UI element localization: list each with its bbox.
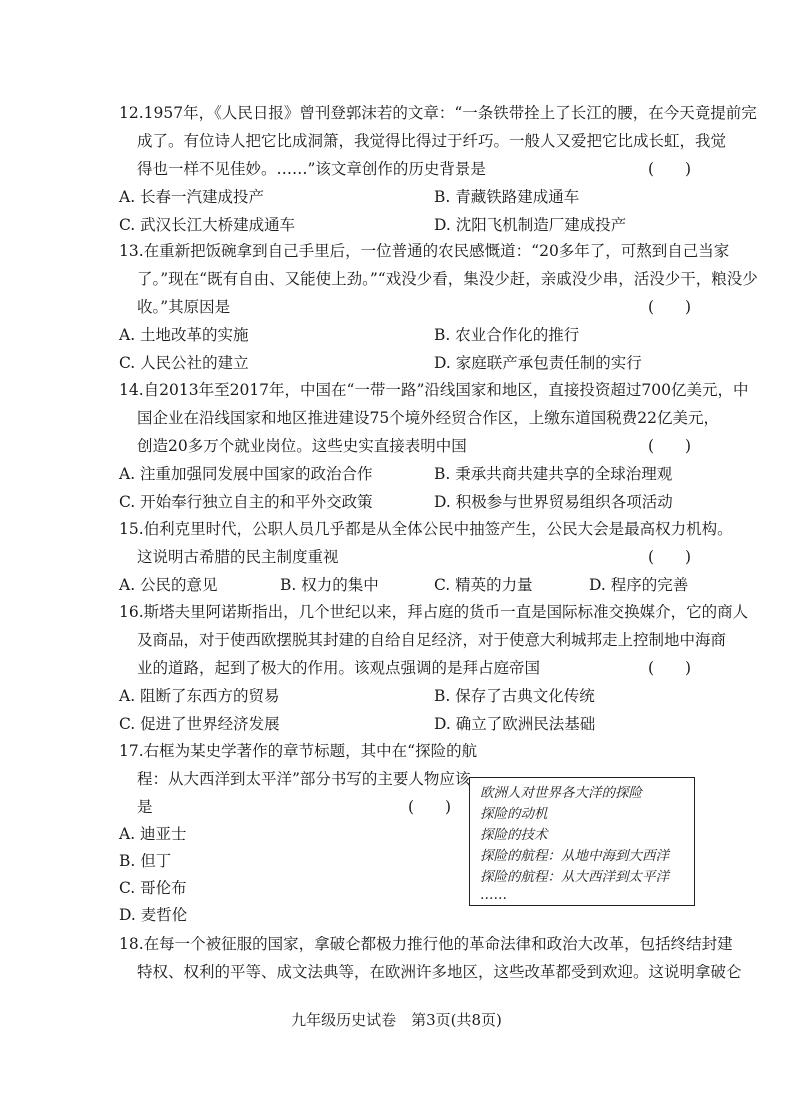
box-line-3: 探险的技术 [480, 827, 548, 843]
q14-option-a: A. 注重加强同发展中国家的政治合作 [119, 465, 373, 483]
q15-option-c: C. 精英的力量 [434, 576, 533, 594]
box-line-2: 探险的动机 [480, 806, 548, 822]
q15-option-a: A. 公民的意见 [119, 576, 218, 594]
q12-line-1: 12.1957年，《人民日报》曾刊登郭沫若的文章：“一条铁带拴上了长江的腰，在今天竟提前完 [119, 104, 757, 122]
q13-option-b: B. 农业合作化的推行 [434, 326, 580, 344]
q17-option-a: A. 迪亚士 [119, 825, 187, 843]
q12-option-c: C. 武汉长江大桥建成通车 [119, 216, 296, 234]
q17-line-2: 程：从大西洋到太平洋”部分书写的主要人物应该 [137, 770, 471, 788]
q15-line-2: 这说明古希腊的民主制度重视 [137, 548, 339, 566]
q12-line-3: 得也一样不见佳妙。……”该文章创作的历史背景是 [137, 160, 486, 178]
box-line-1: 欧洲人对世界各大洋的探险 [480, 785, 642, 801]
box-line-6: …… [480, 887, 507, 903]
q16-option-d: D. 确立了欧洲民法基础 [434, 715, 596, 733]
q15-line-1: 15.伯利克里时代，公职人员几乎都是从全体公民中抽签产生，公民大会是最高权力机构。 [119, 520, 733, 538]
q18-line-1: 18.在每一个被征服的国家，拿破仑都极力推行他的革命法律和政治大改革，包括终结封建 [119, 935, 733, 953]
q13-answer-bracket: ( ) [648, 298, 692, 316]
q16-line-2: 及商品，对于使西欧摆脱其封建的自给自足经济，对于使意大利城邦走上控制地中海商 [137, 631, 727, 649]
q13-option-c: C. 人民公社的建立 [119, 354, 249, 372]
q12-line-2: 成了。有位诗人把它比成洞箫，我觉得比得过于纤巧。一般人又爱把它比成长虹，我觉 [137, 132, 727, 150]
q15-option-b: B. 权力的集中 [280, 576, 379, 594]
q18-line-2: 特权、权利的平等、成文法典等，在欧洲许多地区，这些改革都受到欢迎。这说明拿破仑 [137, 963, 742, 981]
box-line-4: 探险的航程：从地中海到大西洋 [480, 848, 669, 864]
q13-line-1: 13.在重新把饭碗拿到自己手里后，一位普通的农民感慨道：“20多年了，可熬到自己当家 [119, 242, 730, 260]
q14-answer-bracket: ( ) [648, 437, 692, 455]
q14-line-2: 国企业在沿线国家和地区推进建设75个境外经贸合作区，上缴东道国税费22亿美元， [137, 409, 719, 427]
q14-option-c: C. 开始奉行独立自主的和平外交政策 [119, 493, 373, 511]
q12-option-a: A. 长春一汽建成投产 [119, 188, 265, 206]
q15-option-d: D. 程序的完善 [589, 576, 689, 594]
q12-option-b: B. 青藏铁路建成通车 [434, 188, 580, 206]
page-footer: 九年级历史试卷 第3页(共8页) [291, 1011, 502, 1029]
q14-line-3: 创造20多万个就业岗位。这些史实直接表明中国 [137, 437, 467, 455]
q17-option-d: D. 麦哲伦 [119, 906, 188, 924]
q17-answer-bracket: ( ) [408, 798, 452, 816]
q13-line-3: 收。”其原因是 [137, 298, 231, 316]
q16-option-c: C. 促进了世界经济发展 [119, 715, 280, 733]
chapter-title-box [469, 777, 695, 906]
q17-option-b: B. 但丁 [119, 852, 172, 870]
q13-line-2: 了。”现在“既有自由、又能使上劲。”“戏没少看，集没少赶，亲戚没少串，活没少干，粮没少 [137, 270, 758, 288]
q16-line-3: 业的道路，起到了极大的作用。该观点强调的是拜占庭帝国 [137, 659, 541, 677]
box-line-5: 探险的航程：从大西洋到太平洋 [480, 869, 669, 885]
q16-answer-bracket: ( ) [648, 659, 692, 677]
q16-option-b: B. 保存了古典文化传统 [434, 687, 595, 705]
q15-answer-bracket: ( ) [648, 548, 692, 566]
q13-option-d: D. 家庭联产承包责任制的实行 [434, 354, 642, 372]
q16-line-1: 16.斯塔夫里阿诺斯指出，几个世纪以来，拜占庭的货币一直是国际标准交换媒介，它的商人 [119, 603, 749, 621]
q17-option-c: C. 哥伦布 [119, 879, 187, 897]
q12-answer-bracket: ( ) [648, 160, 692, 178]
q14-option-b: B. 秉承共商共建共享的全球治理观 [434, 465, 673, 483]
q12-option-d: D. 沈阳飞机制造厂建成投产 [434, 216, 627, 234]
q17-line-1: 17.右框为某史学著作的章节标题，其中在“探险的航 [119, 742, 478, 760]
q16-option-a: A. 阻断了东西方的贸易 [119, 687, 280, 705]
q14-option-d: D. 积极参与世界贸易组织各项活动 [434, 493, 673, 511]
q13-option-a: A. 土地改革的实施 [119, 326, 249, 344]
q14-line-1: 14.自2013年至2017年，中国在“一带一路”沿线国家和地区，直接投资超过700亿美元，中 [119, 381, 749, 399]
q17-line-3: 是 [137, 798, 153, 816]
